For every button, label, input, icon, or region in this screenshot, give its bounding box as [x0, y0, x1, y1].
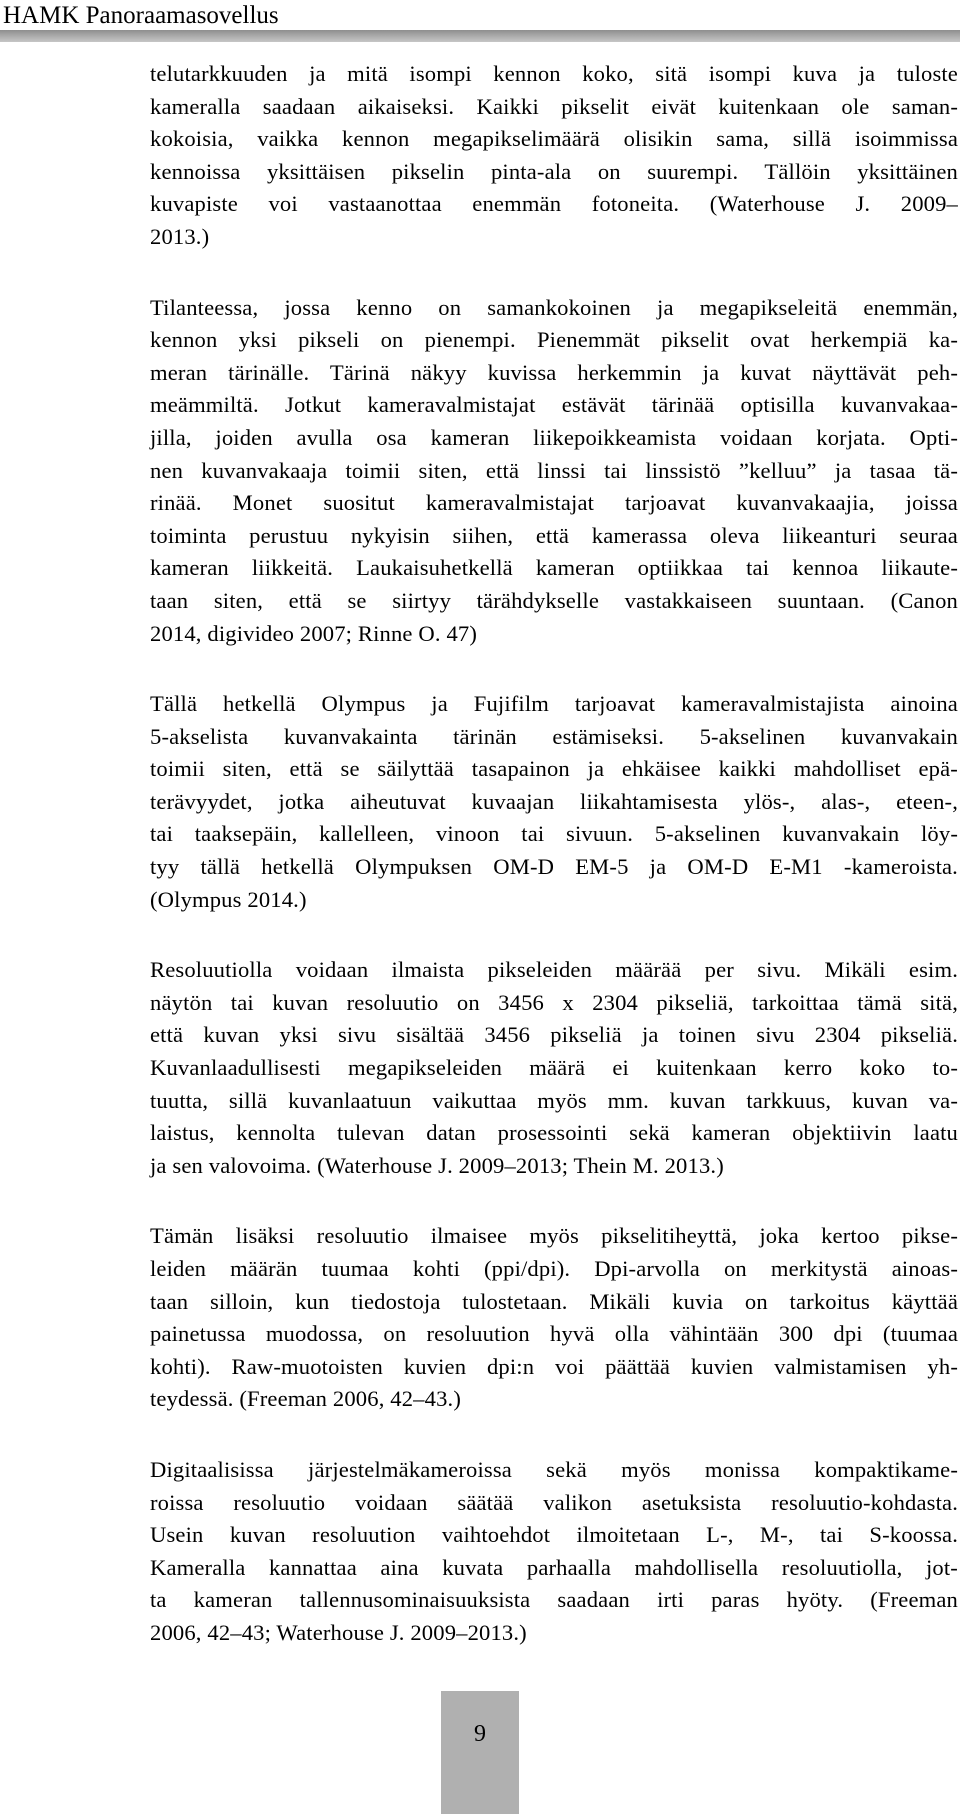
text-line: Digitaalisissa järjestelmäkameroissa sekä myös monissa kompaktikame- [150, 1456, 958, 1482]
text-line: meämmiltä. Jotkut kameravalmistajat estävät tärinää optisilla kuvanvakaa- [150, 392, 958, 418]
page-number-box [441, 1691, 519, 1814]
document-header [0, 0, 960, 42]
header-divider-bar [0, 30, 960, 42]
paragraph-image-stabilization [150, 292, 958, 651]
text-line: kuvapiste voi vastaanottaa enemmän fotoneita. (Waterhouse J. 2009– [150, 191, 958, 217]
paragraph-pixel-size [150, 58, 958, 254]
text-line: näytön tai kuvan resoluutio on 3456 x 2304 pikseliä, tarkoittaa tämä sitä, [150, 989, 958, 1015]
header-title: HAMK Panoraamasovellus [3, 2, 279, 29]
text-line: meran tärinälle. Tärinä näkyy kuvissa herkemmin ja kuvat näyttävät peh- [150, 359, 958, 385]
text-line: telutarkkuuden ja mitä isompi kennon koko, sitä isompi kuva ja tuloste [150, 61, 958, 86]
text-line: taan silloin, kun tiedostoja tulostetaan. Mikäli kuvia on tarkoitus käyttää [150, 1288, 958, 1314]
text-line: tai taaksepäin, kallelleen, vinoon tai sivuun. 5-akselinen kuvanvakain löy- [150, 821, 958, 847]
text-line: 2006, 42–43; Waterhouse J. 2009–2013.) [150, 1619, 527, 1645]
text-line: ta kameran tallennusominaisuuksista saadaan irti paras hyöty. (Freeman [150, 1587, 958, 1613]
text-line: terävyydet, jotka aiheutuvat kuvaajan liikahtamisesta ylös-, alas-, eteen-, [150, 788, 958, 814]
text-line: Resoluutiolla voidaan ilmaista pikseleiden määrää per sivu. Mikäli esim. [150, 957, 958, 983]
text-line: että kuvan yksi sivu sisältää 3456 pikseliä ja toinen sivu 2304 pikseliä. [150, 1022, 958, 1048]
text-line: kennoissa yksittäisen pikselin pinta-ala on suurempi. Tällöin yksittäinen [150, 158, 958, 184]
text-line: laistus, kennolta tulevan datan prosessointi sekä kameran objektiivin laatu [150, 1120, 958, 1146]
text-line: kennon yksi pikseli on pienempi. Pienemmät pikselit ovat herkempiä ka- [150, 327, 958, 353]
text-line: Usein kuvan resoluution vaihtoehdot ilmoitetaan L-, M-, tai S-koossa. [150, 1522, 958, 1548]
text-line: nen kuvanvakaaja toimii siten, että linssi tai linssistö ”kelluu” ja tasaa tä- [150, 457, 958, 483]
text-line: Kuvanlaadullisesti megapikseleiden määrä ei kuitenkaan kerro koko to- [150, 1055, 958, 1081]
text-line: jilla, joiden avulla osa kameran liikepoikkeamista voidaan korjata. Opti- [150, 424, 958, 450]
text-line: Tämän lisäksi resoluutio ilmaisee myös pikselitiheyttä, joka kertoo pikse- [150, 1223, 958, 1249]
page-number: 9 [474, 1721, 486, 1747]
document-body [150, 58, 958, 1688]
text-line: kameran liikkeitä. Laukaisuhetkellä kameran optiikkaa tai kennoa liikaute- [150, 555, 958, 581]
text-line: Tilanteessa, jossa kenno on samankokoinen ja megapikseleitä enemmän, [150, 294, 958, 320]
text-line: tyy tällä hetkellä Olympuksen OM-D EM-5 ja OM-D E-M1 -kameroista. [150, 854, 958, 880]
paragraph-five-axis-stabilizer [150, 688, 958, 916]
text-line: 2013.) [150, 223, 210, 249]
paragraph-resolution [150, 954, 958, 1182]
text-line: taan siten, että se siirtyy tärähdykselle vastakkaiseen suuntaan. (Canon [150, 587, 958, 613]
paragraph-pixel-density [150, 1220, 958, 1416]
text-line: kokoisia, vaikka kennon megapikselimäärä olisikin sama, sillä isoimmissa [150, 126, 958, 152]
text-line: Kameralla kannattaa aina kuvata parhaalla mahdollisella resoluutiolla, jot- [150, 1554, 958, 1580]
text-line: Tällä hetkellä Olympus ja Fujifilm tarjoavat kameravalmistajista ainoina [150, 691, 958, 717]
text-line: 5-akselista kuvanvakainta tärinän estämiseksi. 5-akselinen kuvanvakain [150, 723, 958, 749]
text-line: kameralla saadaan aikaiseksi. Kaikki pikselit eivät kuitenkaan ole saman- [150, 93, 958, 119]
text-line: rinää. Monet suositut kameravalmistajat tarjoavat kuvanvakaajia, joissa [150, 490, 958, 516]
text-line: toimii siten, että se säilyttää tasapainon ja ehkäisee kaikki mahdolliset epä- [150, 756, 958, 782]
text-line: ja sen valovoima. (Waterhouse J. 2009–2013; Thein M. 2013.) [150, 1152, 724, 1178]
text-line: 2014, digivideo 2007; Rinne O. 47) [150, 620, 478, 646]
text-line: kohti). Raw-muotoisten kuvien dpi:n voi päättää kuvien valmistamisen yh- [150, 1353, 958, 1379]
text-line: teydessä. (Freeman 2006, 42–43.) [150, 1386, 461, 1412]
text-line: (Olympus 2014.) [150, 886, 307, 912]
text-line: toiminta perustuu nykyisin siihen, että kamerassa oleva liikeanturi seuraa [150, 522, 958, 548]
text-line: leiden määrän tuumaa kohti (ppi/dpi). Dpi-arvolla on merkitystä ainoas- [150, 1256, 958, 1281]
paragraph-resolution-settings [150, 1454, 958, 1650]
text-line: roissa resoluutio voidaan säätää valikon asetuksista resoluutio-kohdasta. [150, 1489, 958, 1515]
text-line: tuutta, sillä kuvanlaatuun vaikuttaa myös mm. kuvan tarkkuus, kuvan va- [150, 1087, 958, 1113]
text-line: painetussa muodossa, on resoluution hyvä olla vähintään 300 dpi (tuumaa [150, 1321, 958, 1347]
